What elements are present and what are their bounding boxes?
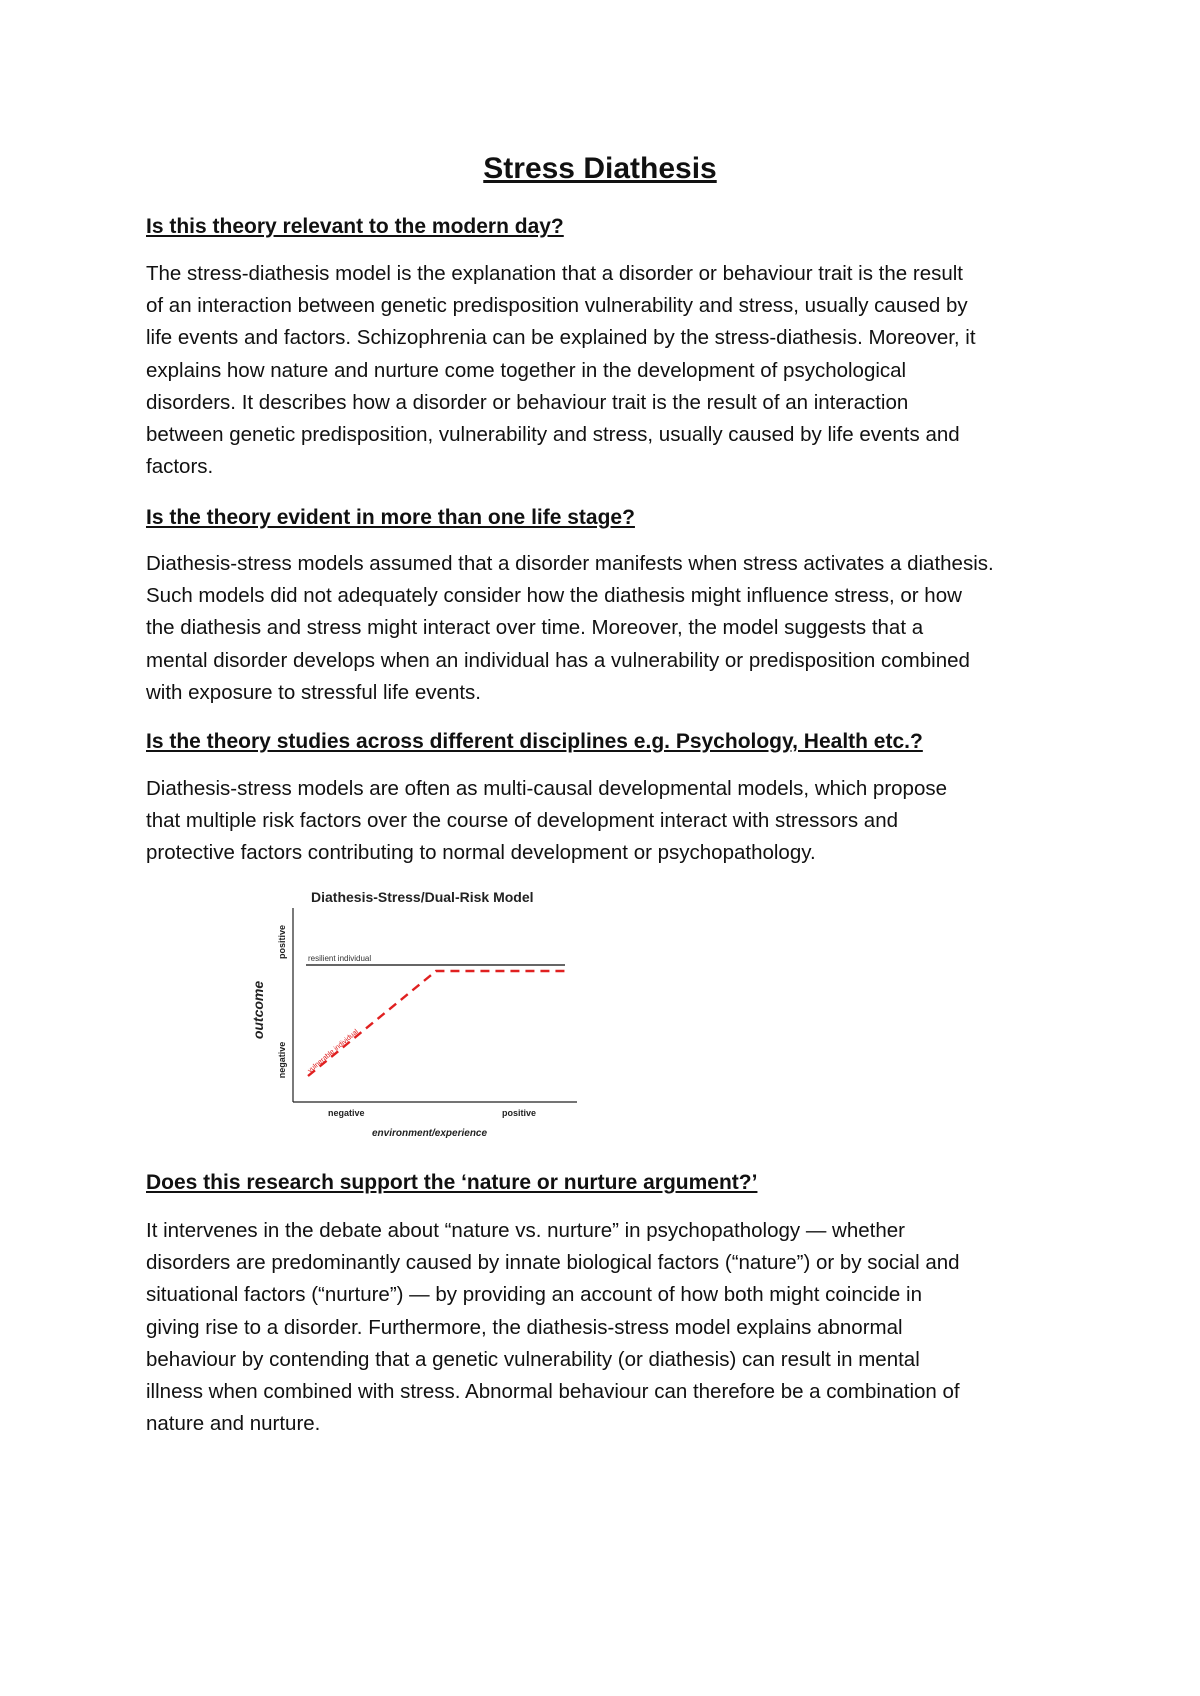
- section-paragraph-life-stage: [146, 548, 1076, 709]
- paragraph-line: factors.: [146, 455, 214, 479]
- section-heading-disciplines: Is the theory studies across different disciplines e.g. Psychology, Health etc.?: [146, 730, 923, 753]
- paragraph-line: the diathesis and stress might interact over time. Moreover, the model suggests that a: [146, 616, 924, 640]
- figure-background: [240, 880, 600, 1150]
- page-title: Stress Diathesis: [483, 152, 717, 185]
- x-tick-negative: negative: [328, 1108, 365, 1118]
- paragraph-line: Such models did not adequately consider how the diathesis might influence stress, or how: [146, 584, 962, 608]
- paragraph-line: behaviour by contending that a genetic vulnerability (or diathesis) can result in mental: [146, 1347, 920, 1371]
- paragraph-line: disorders are predominantly caused by innate biological factors (“nature”) or by social and: [146, 1251, 960, 1275]
- paragraph-line: explains how nature and nurture come together in the development of psychological: [146, 358, 907, 382]
- vulnerable-label: vulnerable individual: [306, 1028, 360, 1075]
- x-axis-label: environment/experience: [372, 1128, 488, 1139]
- paragraph-line: of an interaction between genetic predisposition vulnerability and stress, usually caused by: [146, 294, 968, 318]
- section-heading-modern-day: Is this theory relevant to the modern day?: [146, 215, 564, 238]
- paragraph-line: It intervenes in the debate about “nature vs. nurture” in psychopathology — whether: [146, 1219, 905, 1242]
- diathesis-stress-figure: [240, 880, 600, 1150]
- paragraph-line: Diathesis-stress models assumed that a disorder manifests when stress activates a diathesis.: [146, 552, 994, 575]
- section-heading-life-stage: Is the theory evident in more than one life stage?: [146, 506, 635, 529]
- paragraph-line: giving rise to a disorder. Furthermore, the diathesis-stress model explains abnormal: [146, 1315, 903, 1339]
- paragraph-line: disorders. It describes how a disorder or behaviour trait is the result of an interaction: [146, 390, 909, 414]
- paragraph-line: between genetic predisposition, vulnerability and stress, usually caused by life events and: [146, 423, 960, 447]
- y-tick-positive: positive: [277, 924, 287, 960]
- paragraph-line: that multiple risk factors over the course of development interact with stressors and: [146, 809, 899, 833]
- paragraph-line: illness when combined with stress. Abnormal behaviour can therefore be a combination of: [146, 1380, 960, 1404]
- paragraph-line: mental disorder develops when an individual has a vulnerability or predisposition combined: [146, 648, 970, 672]
- resilient-label: resilient individual: [308, 954, 372, 963]
- section-heading-nature-nurture: Does this research support the ‘nature or nurture argument?’: [146, 1171, 758, 1194]
- x-tick-positive: positive: [502, 1108, 537, 1118]
- y-axis-label: outcome: [250, 980, 266, 1040]
- paragraph-line: situational factors (“nurture”) — by providing an account of how both might coincide in: [146, 1283, 922, 1307]
- figure-svg: [240, 880, 600, 1150]
- figure-title: Diathesis-Stress/Dual-Risk Model: [311, 889, 534, 905]
- section-paragraph-modern-day: [146, 258, 1076, 483]
- section-paragraph-disciplines: [146, 773, 1076, 870]
- paragraph-line: nature and nurture.: [146, 1412, 321, 1436]
- section-paragraph-nature-nurture: [146, 1215, 1076, 1440]
- paragraph-line: protective factors contributing to normal development or psychopathology.: [146, 841, 816, 865]
- paragraph-line: The stress-diathesis model is the explanation that a disorder or behaviour trait is the result: [146, 262, 963, 285]
- paragraph-line: Diathesis-stress models are often as multi-causal developmental models, which propose: [146, 777, 948, 800]
- paragraph-line: with exposure to stressful life events.: [146, 680, 481, 704]
- paragraph-line: life events and factors. Schizophrenia can be explained by the stress-diathesis. Moreover, it: [146, 326, 976, 350]
- y-tick-negative: negative: [277, 1041, 287, 1079]
